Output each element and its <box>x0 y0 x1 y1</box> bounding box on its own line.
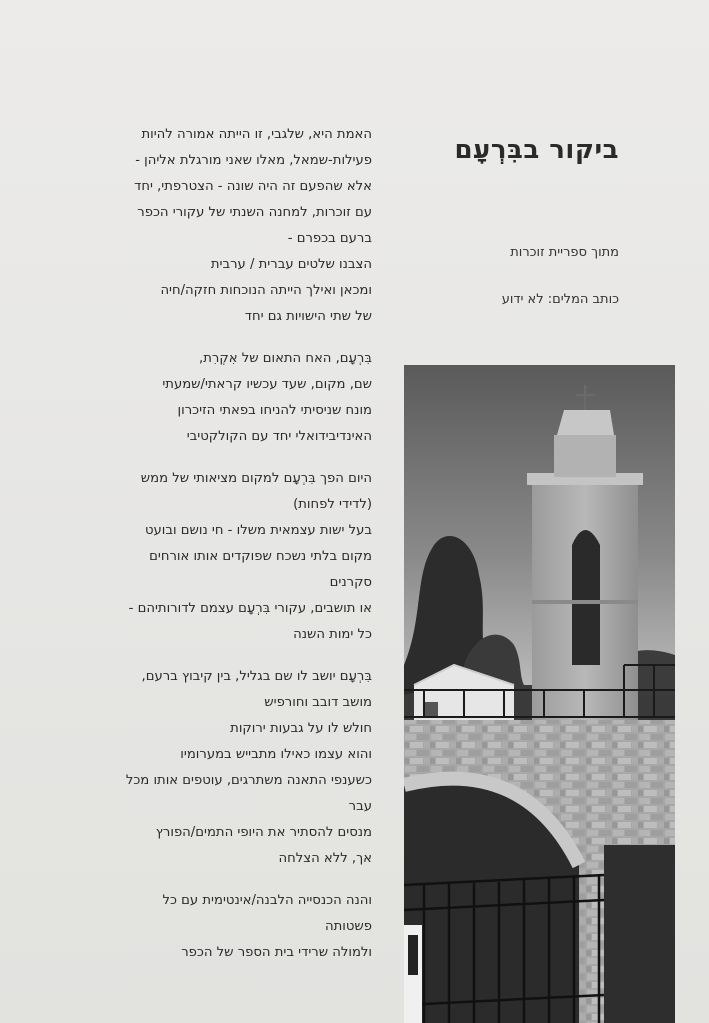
poem-line: מנסים להסתיר את היופי התמים/הפורץ <box>155 825 372 840</box>
poem-line: בִּרְעָם, האח התאום של אִקְרִת, <box>199 351 372 366</box>
poem-line: ולמולה שרידי בית הספר של הכפר <box>181 945 372 960</box>
poem-stanza <box>42 346 372 450</box>
poem-line: האמת היא, שלגבי, זו הייתה אמורה להיות <box>141 127 372 142</box>
poem-text <box>42 122 372 982</box>
poem-line: היום הפך בִּרְעָם למקום מציאותי של ממש <box>140 471 372 486</box>
poem-stanza <box>42 888 372 966</box>
subtitle: מתוך ספריית זוכרות <box>510 245 619 260</box>
poem-line: אך, ללא הצלחה <box>278 851 372 866</box>
page-title: ביקור בבִּרְעָם <box>454 135 619 165</box>
poem-stanza <box>42 466 372 648</box>
poem-line: ומכאן ואילך הייתה הנוכחות חזקה/חיה <box>160 283 372 298</box>
poem-line: פשטותה <box>324 919 372 934</box>
church-photo-illustration <box>404 365 675 1023</box>
poem-line: מונח שניסיתי להניחו בפאתי הזיכרון <box>177 403 372 418</box>
poem-stanza <box>42 122 372 330</box>
poem-stanza <box>42 664 372 872</box>
poem-line: אלא שהפעם זה היה שונה - הצטרפתי, יחד <box>134 179 372 194</box>
poem-line: כשענפי התאנה משתרגים, עוטפים אותו מכל <box>125 773 372 788</box>
poem-line: פעילות-שמאל, מאלו שאני מורגלת אליהן - <box>135 153 372 168</box>
header-block <box>389 135 619 307</box>
poem-line: או תושבים, עקורי בִּרְעָם עצמם לדורותיהם - <box>128 601 372 616</box>
poem-line: עבר <box>348 799 372 814</box>
poem-line: והוא עצמו כאילו מתבייש במערומיו <box>180 747 372 762</box>
poem-line: הצבנו שלטים עברית / ערבית <box>210 257 372 272</box>
poem-line: חולש לו על גבעות ירוקות <box>230 721 372 736</box>
poem-line: בעל ישות עצמאית משלו - חי נושם ובועט <box>144 523 372 538</box>
poem-line: סקרנים <box>329 575 372 590</box>
church-photo <box>404 365 675 1023</box>
author-credit: כותב המלים: לא ידוע <box>501 292 619 307</box>
poem-line: בִּרְעָם יושב לו שם בגליל, בין קיבוץ ברעם, <box>141 669 372 684</box>
poem-line: ברעם בכפרם - <box>287 231 372 246</box>
poem-line: (לדידי לפחות) <box>293 497 372 512</box>
poem-line: מושב דובב וחורפיש <box>264 695 372 710</box>
poem-line: מקום בלתי נשכח שפוקדים אותו אורחים <box>149 549 372 564</box>
poem-line: והנה הכנסייה הלבנה/אינטימית עם כל <box>162 893 372 908</box>
poem-line: של שתי הישויות גם יחד <box>244 309 372 324</box>
poem-line: האינדיבידואלי יחד עם הקולקטיבי <box>186 429 372 444</box>
poem-line: כל ימות השנה <box>293 627 372 642</box>
poem-line: שם, מקום, שעד עכשיו קראתי/שמעתי <box>162 377 372 392</box>
poem-line: עם זוכרות, למחנה השנתי של עקורי הכפר <box>137 205 372 220</box>
